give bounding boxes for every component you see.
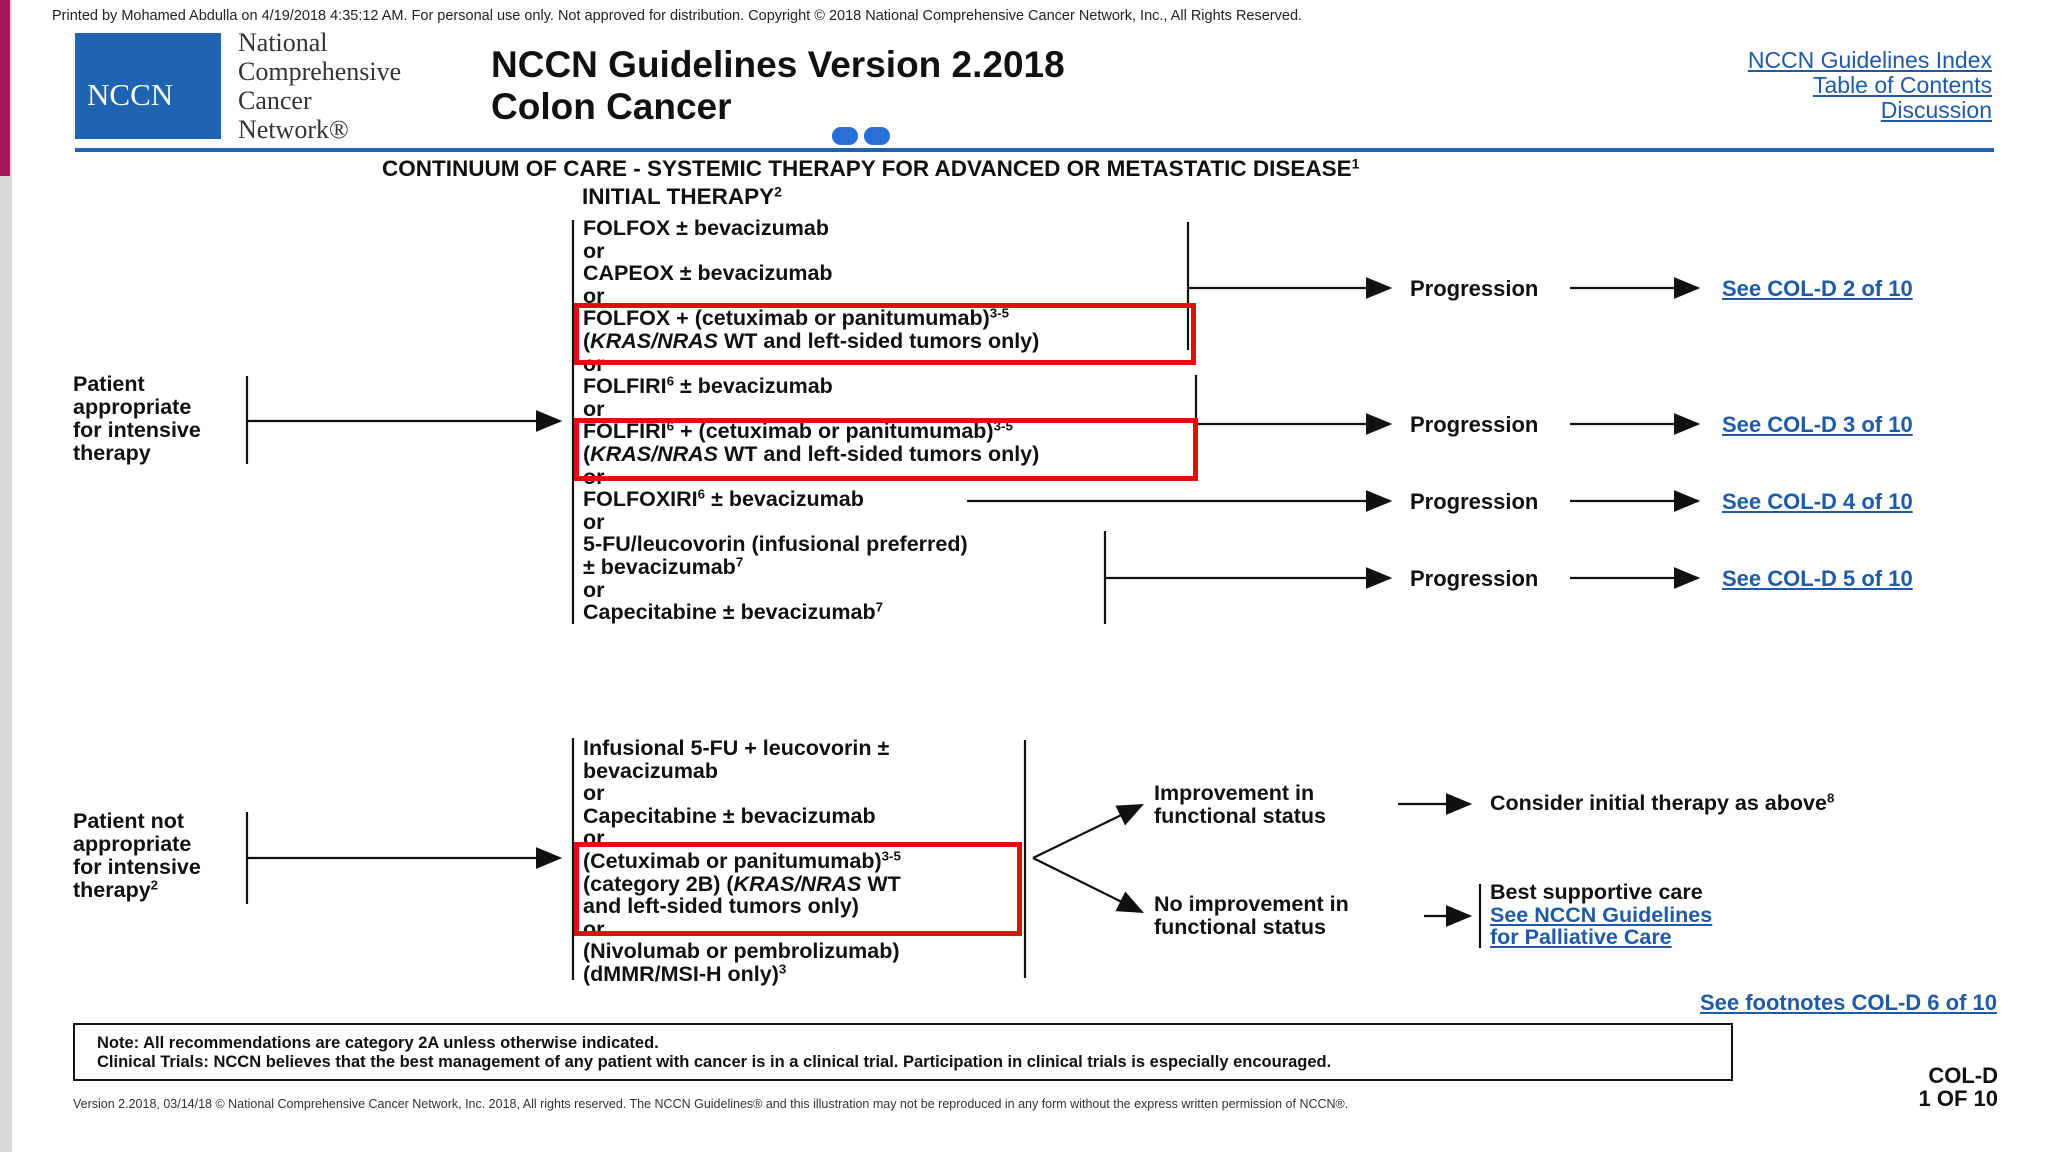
footnote-ref: 3-5 — [989, 306, 1010, 322]
label-line: functional status — [1154, 803, 1327, 828]
or-connector: or — [583, 509, 605, 534]
consider-initial-therapy — [1490, 791, 1834, 816]
regimen-item — [583, 488, 1039, 511]
regimen-text: ± bevacizumab — [705, 487, 864, 512]
printed-by-notice: Printed by Mohamed Abdulla on 4/19/2018 4:35:12 AM. For personal use only. Not approved for distribution. Copyright © 2018 National Comprehensive Cancer Network, Inc., All Rights Reserved. — [52, 8, 1303, 24]
guideline-page — [12, 0, 2048, 1152]
highlight-box — [574, 418, 1198, 481]
regimen-text: ± bevacizumab — [583, 554, 736, 579]
or-connector: or — [583, 283, 605, 308]
consider-text: Consider initial therapy as above — [1490, 791, 1827, 815]
logo-line: National — [238, 28, 328, 57]
regimen-text: FOLFIRI — [583, 419, 667, 444]
highlight-box — [574, 303, 1196, 365]
regimen-item: CAPEOX ± bevacizumab — [583, 261, 833, 286]
regimen-item: Capecitabine ± bevacizumab — [583, 803, 876, 828]
label-line: Improvement in — [1154, 781, 1315, 805]
label-line: therapy — [73, 441, 151, 465]
or-connector: or — [583, 464, 605, 489]
note-line: Clinical Trials: NCCN believes that the best management of any patient with cancer is in a clinical trial. Participation in clinical trials is especially encouraged. — [97, 1053, 1332, 1071]
best-supportive-care-text: Best supportive care — [1490, 880, 1703, 904]
regimen-item: (KRAS/NRAS WT and left-sided tumors only) — [583, 328, 1040, 353]
or-connector: or — [583, 396, 605, 421]
footnote-ref: 6 — [666, 419, 675, 435]
regimen-text: (Cetuximab or panitumumab) — [583, 848, 882, 873]
label-line: Patient not — [73, 809, 185, 833]
note-line: Note: All recommendations are category 2A unless otherwise indicated. — [97, 1034, 659, 1052]
kras-text: KRAS/NRAS — [733, 871, 862, 896]
page-subtitle: Colon Cancer — [491, 86, 732, 127]
label-line: No improvement in — [1154, 892, 1349, 916]
footnote-ref: 6 — [697, 486, 706, 502]
page-number: 1 OF 10 — [1918, 1086, 1998, 1111]
regimen-item: (KRAS/NRAS WT and left-sided tumors only) — [583, 441, 1040, 466]
progression-label: Progression — [1410, 276, 1539, 301]
regimen-text: FOLFIRI — [583, 374, 667, 399]
or-connector: or — [583, 916, 605, 941]
note-box — [73, 1023, 1733, 1081]
regimen-item: 5-FU/leucovorin (infusional preferred) — [583, 532, 968, 557]
label-line: appropriate — [73, 395, 192, 419]
regimen-text: + (cetuximab or panitumumab) — [674, 419, 994, 444]
palliative-care-link[interactable]: for Palliative Care — [1490, 925, 1672, 950]
or-connector: or — [583, 781, 605, 806]
regimen-item — [583, 601, 1039, 624]
label-line: for intensive — [73, 418, 201, 442]
label-line — [73, 879, 201, 902]
note-text — [97, 1034, 1331, 1072]
see-col-d-4-link[interactable]: See COL-D 4 of 10 — [1722, 489, 1913, 514]
patient-intensive-label — [73, 373, 201, 465]
supportive-care-block — [1490, 881, 1712, 949]
regimen-text: (category 2B) ( — [583, 871, 734, 896]
footnote-ref: 3-5 — [993, 419, 1013, 435]
discussion-link[interactable]: Discussion — [1880, 97, 1992, 123]
regimen-item: (Nivolumab or pembrolizumab) — [583, 939, 900, 964]
regimen-text: WT — [861, 871, 901, 896]
progression-label: Progression — [1410, 566, 1539, 591]
regimen-text: WT and left-sided tumors only) — [718, 441, 1040, 466]
page-code — [1919, 1064, 1998, 1110]
no-improvement-label — [1154, 893, 1349, 938]
page-code-text: COL-D — [1928, 1063, 1998, 1088]
regimen-item: FOLFOX ± bevacizumab — [583, 216, 829, 240]
footnote-ref: 7 — [875, 599, 884, 615]
label-line: appropriate — [73, 832, 192, 856]
footnote-ref: 6 — [666, 373, 675, 389]
footnote-ref: 2 — [150, 877, 159, 893]
kras-text: KRAS/NRAS — [590, 328, 718, 353]
regimen-item: Infusional 5-FU + leucovorin ± — [583, 736, 890, 760]
footnote-ref: 1 — [1351, 155, 1360, 172]
regimen-text: (dMMR/MSI-H only) — [583, 961, 779, 986]
footnote-ref: 3-5 — [881, 848, 901, 864]
regimen-item: bevacizumab — [583, 758, 719, 783]
label-line-text: therapy — [73, 878, 151, 902]
kras-text: KRAS/NRAS — [590, 441, 718, 466]
logo-abbr: NCCN — [87, 77, 174, 112]
version-footer: Version 2.2018, 03/14/18 © National Comprehensive Cancer Network, Inc. 2018, All rights reserved. The NCCN Guidelines® and this illustration may not be reproduced in any form without the express written permission of NCCN®. — [73, 1097, 1349, 1111]
regimen-item — [583, 556, 1039, 579]
or-connector: or — [583, 351, 605, 376]
regimen-text: ± bevacizumab — [674, 374, 833, 399]
label-line: for intensive — [73, 855, 201, 879]
see-footnotes-link[interactable]: See footnotes COL-D 6 of 10 — [1699, 990, 1997, 1015]
regimen-text: WT and left-sided tumors only) — [718, 328, 1040, 353]
regimen-item: and left-sided tumors only) — [583, 894, 859, 919]
left-edge-bar — [0, 0, 10, 176]
improvement-label — [1154, 782, 1326, 827]
highlight-box — [574, 842, 1022, 936]
progression-label: Progression — [1410, 412, 1539, 437]
regimen-text: Capecitabine ± bevacizumab — [583, 600, 876, 625]
label-line: functional status — [1154, 914, 1327, 939]
see-col-d-2-link[interactable]: See COL-D 2 of 10 — [1722, 276, 1913, 301]
label-line: Patient — [73, 372, 145, 396]
footnote-ref: 8 — [1826, 790, 1835, 806]
see-col-d-3-link[interactable]: See COL-D 3 of 10 — [1722, 412, 1913, 437]
logo-line: Network® — [238, 115, 349, 144]
page-title: NCCN Guidelines Version 2.2018 — [491, 44, 1065, 85]
regimen-item — [583, 963, 901, 986]
see-col-d-5-link[interactable]: See COL-D 5 of 10 — [1722, 566, 1913, 591]
progression-label: Progression — [1410, 489, 1539, 514]
logo-line: Cancer — [238, 86, 312, 115]
footnote-ref: 2 — [774, 183, 782, 200]
regimen-item — [583, 375, 1039, 398]
or-connector: or — [583, 238, 605, 263]
footnote-ref: 7 — [735, 554, 744, 570]
palliative-care-link[interactable]: See NCCN Guidelines — [1490, 902, 1713, 927]
or-connector: or — [583, 826, 605, 851]
patient-not-intensive-label — [73, 810, 201, 902]
table-of-contents-link[interactable]: Table of Contents — [1812, 72, 1992, 98]
guidelines-index-link[interactable]: NCCN Guidelines Index — [1747, 47, 1992, 73]
or-connector: or — [583, 577, 605, 602]
section-heading-text: CONTINUUM OF CARE - SYSTEMIC THERAPY FOR ADVANCED OR METASTATIC DISEASE — [382, 156, 1352, 181]
footnote-ref: 3 — [778, 961, 787, 977]
initial-therapy-text: INITIAL THERAPY — [582, 184, 775, 209]
logo-line: Comprehensive — [238, 57, 402, 86]
regimen-text: FOLFOXIRI — [583, 487, 698, 512]
regimen-text: FOLFOX + (cetuximab or panitumumab) — [583, 306, 990, 331]
